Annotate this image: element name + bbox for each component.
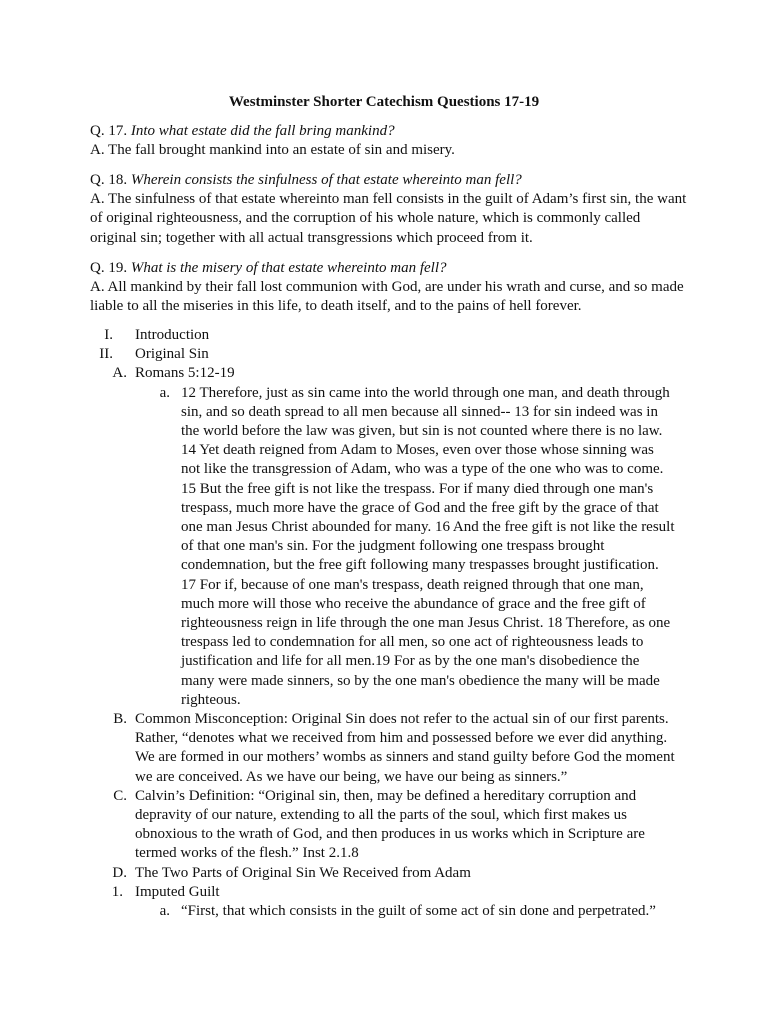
question-18-block xyxy=(90,171,690,248)
outline-item-romans-passage xyxy=(0,384,768,710)
answer-17: A. The fall brought mankind into an estate of sin and misery. xyxy=(90,142,455,159)
scripture-passage: 12 Therefore, just as sin came into the world through one man, and death through sin, and so death spread to all men because all sinned-- 13 for sin indeed was in the world before the law was given, but sin is not counted where there is no law. 14 Yet death reigned from Adam to Moses, even over those whose sinning was not like the transgression of Adam, who was a type of the one who was to come. 15 But the free gift is not like the trespass. For if many died through one man's trespass, much more have the grace of God and the free gift by the grace of that one man Jesus Christ abounded for many. 16 And the free gift is not like the result of that one man's sin. For the judgment following one trespass brought condemnation, but the free gift following many trespasses brought justification. 17 For if, because of one man's trespass, death reigned through that one man, much more will those who receive the abundance of grace and the free gift of righteousness reign in life through the one man Jesus Christ. 18 Therefore, as one trespass led to condemnation for all men, so one act of righteousness leads to justification and life for all men.19 For as by the one man's disobedience the many were made sinners, so by the one man's obedience the many will be made righteous. xyxy=(181,384,675,708)
question-17 xyxy=(90,122,690,141)
outline-item-imputed-guilt-quote xyxy=(0,902,768,921)
outline-marker: 1. xyxy=(111,883,123,900)
question-19-block xyxy=(90,259,690,317)
outline-item-calvin-definition xyxy=(0,787,768,864)
question-19-number: Q. 19. xyxy=(90,260,131,276)
question-19 xyxy=(90,259,690,278)
sermon-outline xyxy=(0,326,768,921)
outline-item-two-parts xyxy=(0,864,768,883)
outline-marker: II. xyxy=(99,346,113,363)
outline-text: The Two Parts of Original Sin We Received from Adam xyxy=(135,864,471,881)
answer-19: A. All mankind by their fall lost communion with God, are under his wrath and curse, and so made liable to all the miseries in this life, to death itself, and to the pains of hell forever. xyxy=(90,279,684,315)
outline-item-misconception xyxy=(0,710,768,787)
outline-marker: D. xyxy=(112,864,127,881)
question-17-block xyxy=(90,122,690,160)
outline-item-imputed-guilt xyxy=(0,883,768,902)
outline-marker: A. xyxy=(112,365,127,382)
outline-text: Imputed Guilt xyxy=(135,883,220,900)
question-19-text: What is the misery of that estate whereinto man fell? xyxy=(130,260,447,276)
outline-text: Introduction xyxy=(135,327,210,343)
question-18-text: Wherein consists the sinfulness of that estate whereinto man fell? xyxy=(130,172,522,188)
question-17-text: Into what estate did the fall bring mankind? xyxy=(130,123,395,139)
outline-marker: a. xyxy=(159,384,170,401)
outline-item-original-sin xyxy=(0,345,768,364)
outline-text: Original Sin xyxy=(135,346,209,363)
question-18-number: Q. 18. xyxy=(90,172,131,188)
outline-text: Common Misconception: Original Sin does not refer to the actual sin of our first parents. Rather, “denotes what we received from him and possessed before we ever did anything. We are formed in our mothers’ wombs as sinners and stand guilty before God the moment we are conceived. As we have our being, we have our being as sinners.” xyxy=(135,711,675,785)
document-title: Westminster Shorter Catechism Questions 17-19 xyxy=(228,94,540,110)
question-18 xyxy=(90,171,690,190)
outline-marker: I. xyxy=(104,327,113,343)
answer-18: A. The sinfulness of that estate whereinto man fell consists in the guilt of Adam’s first sin, the want of original righteousness, and the corruption of his whole nature, which is commonly called original sin; together with all actual transgressions which proceed from it. xyxy=(90,191,687,246)
outline-text: Calvin’s Definition: “Original sin, then, may be defined a hereditary corruption and depravity of our nature, extending to all the parts of the soul, which first makes us obnoxious to the wrath of God, and then produces in us works which in Scripture are termed works of the flesh.” Inst 2.1.8 xyxy=(135,787,645,862)
outline-item-introduction xyxy=(0,326,768,345)
outline-marker: B. xyxy=(113,711,127,728)
outline-text: Romans 5:12-19 xyxy=(135,365,235,382)
outline-marker: C. xyxy=(113,787,127,804)
question-17-number: Q. 17. xyxy=(90,123,131,139)
outline-marker: a. xyxy=(159,903,170,920)
outline-item-romans xyxy=(0,364,768,383)
outline-text: “First, that which consists in the guilt of some act of sin done and perpetrated.” xyxy=(181,903,656,920)
